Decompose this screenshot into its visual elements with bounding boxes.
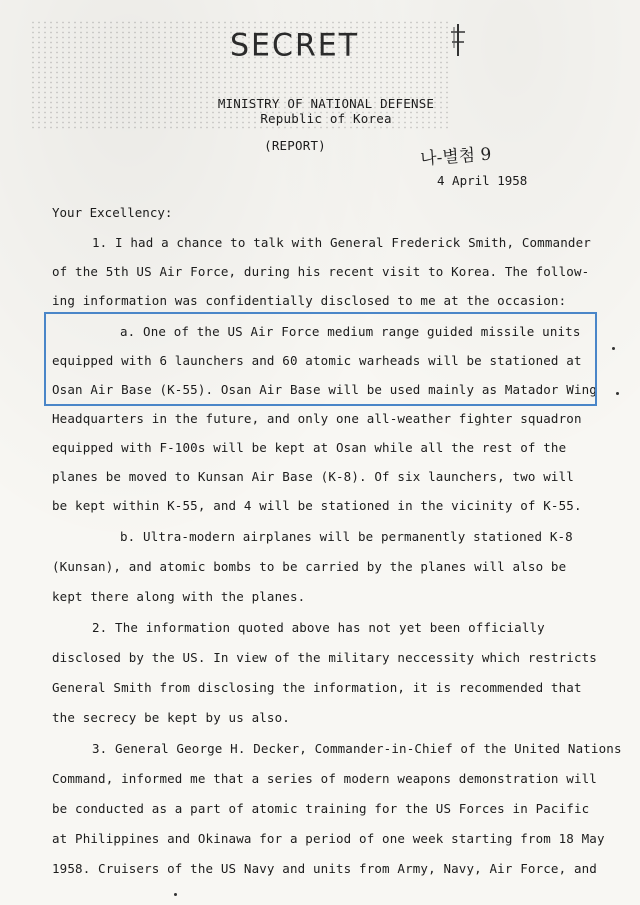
body-line-2: of the 5th US Air Force, during his recent visit to Korea. The follow- xyxy=(52,264,590,279)
body-line-14: 2. The information quoted above has not yet been officially xyxy=(92,620,545,635)
ministry-title: MINISTRY OF NATIONAL DEFENSE xyxy=(217,96,435,111)
stamp-mark-icon xyxy=(448,22,468,58)
body-line-17: the secrecy be kept by us also. xyxy=(52,710,290,725)
body-line-9: planes be moved to Kunsan Air Base (K-8). Of six launchers, two will xyxy=(52,469,574,484)
salutation: Your Excellency: xyxy=(52,205,173,220)
body-line-10: be kept within K-55, and 4 will be stationed in the vicinity of K-55. xyxy=(52,498,582,513)
republic-title: Republic of Korea xyxy=(260,111,392,126)
body-line-16: General Smith from disclosing the information, it is recommended that xyxy=(52,680,582,695)
body-line-3: ing information was confidentially disclosed to me at the occasion: xyxy=(52,293,567,308)
body-line-19: Command, informed me that a series of modern weapons demonstration will xyxy=(52,771,597,786)
body-line-21: at Philippines and Okinawa for a period of one week starting from 18 May xyxy=(52,831,605,846)
body-line-20: be conducted as a part of atomic training for the US Forces in Pacific xyxy=(52,801,590,816)
margin-mark xyxy=(612,347,615,350)
classification-stamp: SECRET xyxy=(230,27,360,64)
report-date: 4 April 1958 xyxy=(437,173,528,188)
body-line-11: b. Ultra-modern airplanes will be permanently stationed K-8 xyxy=(120,529,573,544)
body-line-6: Osan Air Base (K-55). Osan Air Base will be used mainly as Matador Wing xyxy=(52,382,597,397)
body-line-4: a. One of the US Air Force medium range guided missile units xyxy=(120,324,581,339)
body-line-5: equipped with 6 launchers and 60 atomic warheads will be stationed at xyxy=(52,353,582,368)
body-line-18: 3. General George H. Decker, Commander-in-Chief of the United Nations xyxy=(92,741,622,756)
margin-mark xyxy=(616,392,619,395)
body-line-13: kept there along with the planes. xyxy=(52,589,306,604)
body-line-15: disclosed by the US. In view of the military neccessity which restricts xyxy=(52,650,597,665)
body-line-1: 1. I had a chance to talk with General Frederick Smith, Commander xyxy=(92,235,591,250)
handwritten-annotation: 나-별첨 9 xyxy=(419,144,493,170)
body-line-22: 1958. Cruisers of the US Navy and units from Army, Navy, Air Force, and xyxy=(52,861,597,876)
body-line-8: equipped with F-100s will be kept at Osan while all the rest of the xyxy=(52,440,567,455)
body-line-12: (Kunsan), and atomic bombs to be carried by the planes will also be xyxy=(52,559,567,574)
margin-mark xyxy=(174,893,177,896)
report-label: (REPORT) xyxy=(264,138,326,153)
body-line-7: Headquarters in the future, and only one all-weather fighter squadron xyxy=(52,411,582,426)
